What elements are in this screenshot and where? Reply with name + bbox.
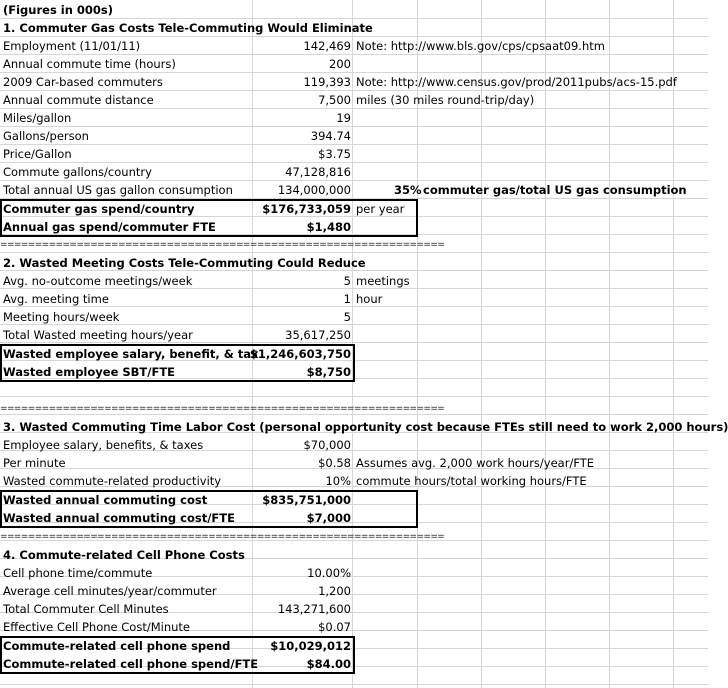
row-label[interactable]: Miles/gallon	[3, 111, 72, 125]
row-value[interactable]: 200	[329, 57, 351, 71]
separator-line: ================================================================	[0, 532, 445, 542]
row-label[interactable]: Gallons/person	[3, 129, 89, 143]
row-label[interactable]: Cell phone time/commute	[3, 566, 153, 580]
row-label[interactable]: Annual commute distance	[3, 93, 154, 107]
row-value[interactable]: 7,500	[318, 93, 351, 107]
row-note[interactable]: Assumes avg. 2,000 work hours/year/FTE	[356, 456, 595, 470]
row-note[interactable]: Note: http://www.bls.gov/cps/cpsaat09.htm	[356, 39, 605, 53]
section-1-title[interactable]: 1. Commuter Gas Costs Tele-Commuting Would Eliminate	[3, 21, 373, 35]
row-value[interactable]: $70,000	[303, 438, 351, 452]
separator-line: ================================================================	[0, 404, 445, 414]
row-label[interactable]: Wasted commute-related productivity	[3, 474, 222, 488]
row-value[interactable]: 134,000,000	[277, 183, 351, 197]
row-label[interactable]: Annual commute time (hours)	[3, 57, 176, 71]
summary-label[interactable]: Annual gas spend/commuter FTE	[3, 220, 216, 234]
summary-label[interactable]: Commute-related cell phone spend/FTE	[3, 657, 259, 671]
summary-label[interactable]: Wasted annual commuting cost	[3, 493, 208, 507]
row-note[interactable]: commuter gas/total US gas consumption	[423, 183, 687, 197]
row-label[interactable]: Employee salary, benefits, & taxes	[3, 438, 204, 452]
separator-line: ================================================================	[0, 240, 445, 250]
row-label[interactable]: Employment (11/01/11)	[3, 39, 141, 53]
percent-value[interactable]: 35%	[394, 183, 422, 197]
row-note[interactable]: miles (30 miles round-trip/day)	[356, 93, 535, 107]
summary-value[interactable]: $835,751,000	[262, 493, 351, 507]
row-label[interactable]: Total Wasted meeting hours/year	[3, 328, 193, 342]
summary-value[interactable]: $1,480	[306, 220, 351, 234]
row-value[interactable]: 10.00%	[307, 566, 351, 580]
row-value[interactable]: 1	[343, 292, 351, 306]
summary-label[interactable]: Wasted employee salary, benefit, & tax	[3, 347, 259, 361]
figures-note[interactable]: (Figures in 000s)	[3, 3, 114, 17]
summary-value[interactable]: $10,029,012	[270, 639, 351, 653]
row-value[interactable]: 142,469	[303, 39, 351, 53]
row-value[interactable]: 19	[336, 111, 351, 125]
row-value[interactable]: $0.58	[318, 456, 351, 470]
row-value[interactable]: 5	[343, 274, 351, 288]
summary-label[interactable]: Commute-related cell phone spend	[3, 639, 231, 653]
summary-value[interactable]: $1,246,603,750	[249, 347, 351, 361]
section-2-title[interactable]: 2. Wasted Meeting Costs Tele-Commuting Could Reduce	[3, 256, 366, 270]
row-note[interactable]: hour	[356, 292, 383, 306]
row-value[interactable]: 119,393	[303, 75, 351, 89]
summary-label[interactable]: Commuter gas spend/country	[3, 202, 195, 216]
section-4-title[interactable]: 4. Commute-related Cell Phone Costs	[3, 548, 245, 562]
row-label[interactable]: Per minute	[3, 456, 66, 470]
row-value[interactable]: 1,200	[318, 584, 351, 598]
row-label[interactable]: Meeting hours/week	[3, 310, 120, 324]
row-note[interactable]: Note: http://www.census.gov/prod/2011pubs/acs-15.pdf	[356, 75, 677, 89]
row-value[interactable]: 394.74	[310, 129, 351, 143]
row-label[interactable]: Average cell minutes/year/commuter	[3, 584, 217, 598]
summary-value[interactable]: $84.00	[306, 657, 351, 671]
summary-label[interactable]: Wasted annual commuting cost/FTE	[3, 511, 235, 525]
summary-note[interactable]: per year	[356, 202, 405, 216]
row-label[interactable]: Total Commuter Cell Minutes	[3, 602, 169, 616]
summary-label[interactable]: Wasted employee SBT/FTE	[3, 365, 176, 379]
row-value[interactable]: 35,617,250	[285, 328, 351, 342]
row-value[interactable]: $3.75	[318, 147, 351, 161]
row-value[interactable]: $0.07	[318, 620, 351, 634]
row-value[interactable]: 143,271,600	[277, 602, 351, 616]
row-value[interactable]: 5	[343, 310, 351, 324]
row-label[interactable]: Commute gallons/country	[3, 165, 152, 179]
row-label[interactable]: 2009 Car-based commuters	[3, 75, 163, 89]
section-3-title[interactable]: 3. Wasted Commuting Time Labor Cost (personal opportunity cost because FTEs still need to work 2,000 hours)	[3, 420, 728, 434]
row-value[interactable]: 47,128,816	[285, 165, 351, 179]
row-label[interactable]: Price/Gallon	[3, 147, 72, 161]
row-label[interactable]: Total annual US gas gallon consumption	[3, 183, 233, 197]
summary-value[interactable]: $8,750	[306, 365, 351, 379]
summary-value[interactable]: $7,000	[306, 511, 351, 525]
row-note[interactable]: commute hours/total working hours/FTE	[356, 474, 587, 488]
row-label[interactable]: Avg. meeting time	[3, 292, 109, 306]
row-value[interactable]: 10%	[325, 474, 351, 488]
row-note[interactable]: meetings	[356, 274, 410, 288]
row-label[interactable]: Effective Cell Phone Cost/Minute	[3, 620, 190, 634]
summary-value[interactable]: $176,733,059	[262, 202, 351, 216]
row-label[interactable]: Avg. no-outcome meetings/week	[3, 274, 193, 288]
